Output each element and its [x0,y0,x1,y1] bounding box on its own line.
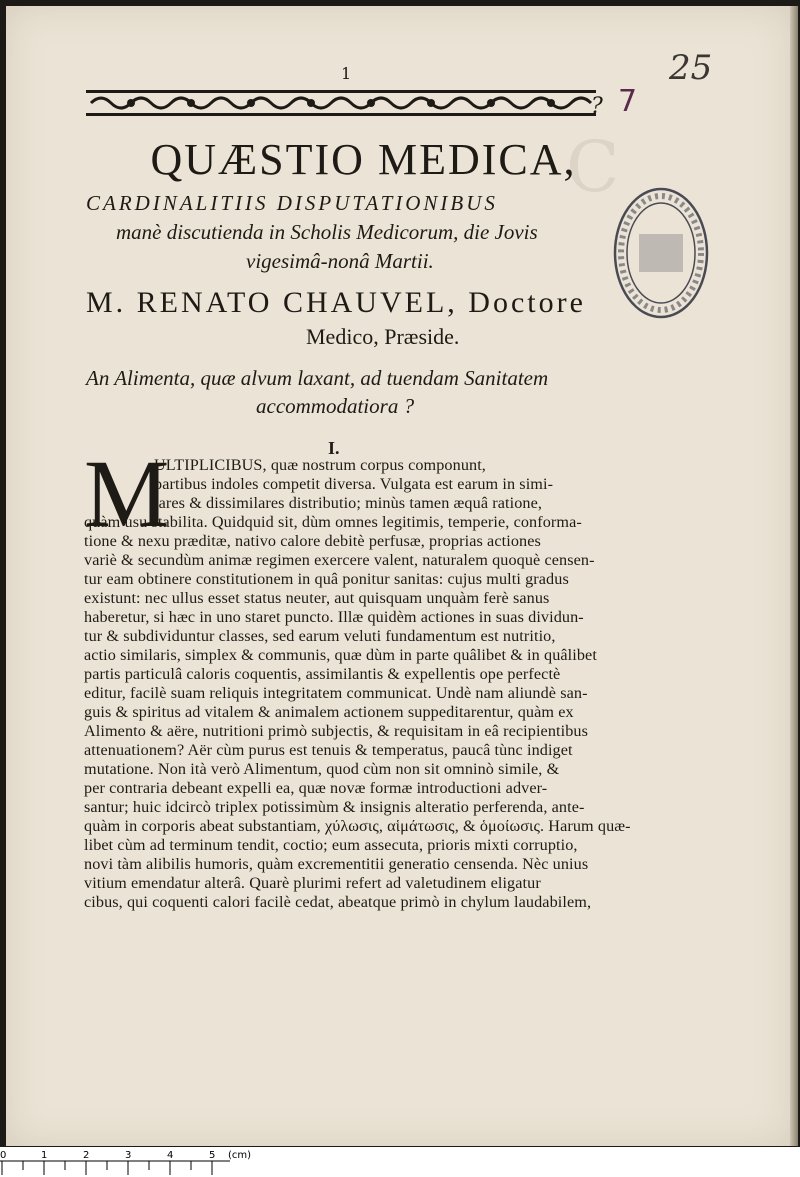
ornament-end: ? [591,94,603,119]
ruler-label: 4 [167,1150,174,1161]
body-line: lares & dissimilares distributio; minùs tamen æquâ ratione, [154,494,543,512]
handwritten-page-number: 25 [669,48,713,88]
praeses-line-2: Medico, Præside. [306,324,460,349]
body-line: novi tàm alibilis humoris, quàm excrementitii generatio censenda. Nèc unius [84,855,589,873]
ruler-unit: (cm) [228,1150,252,1161]
body-line: tur eam obtinere constitutionem in quâ ponitur sanitas: cujus multi gradus [84,570,569,588]
title-line-2: manè discutienda in Scholis Medicorum, die Jovis [116,220,538,244]
scale-ruler [0,1147,800,1177]
body-line: vitium emendatur alterâ. Quarè plurimi refert ad valetudinem eligatur [84,874,541,892]
drop-cap: M [84,440,170,547]
body-line: guis & spiritus ad vitalem & animalem actionem suppeditarentur, quàm ex [84,703,574,721]
body-line: per contraria debeant expelli ea, quæ novæ formæ introductioni adver- [84,779,548,797]
body-line: tione & nexu præditæ, nativo calore debitè perfusæ, proprias actiones [84,532,541,550]
body-line: partibus indoles competit diversa. Vulgata est earum in simi- [154,475,554,493]
body-line: libet cùm ad terminum tendit, coctio; eum assecuta, prioris mixti corruptio, [84,836,578,854]
title-line-3: vigesimâ-nonâ Martii. [246,249,434,273]
title-sub: CARDINALITIIS DISPUTATIONIBUS [86,191,498,215]
show-through-letter: C [566,126,620,208]
body-line: attenuationem? Aër cùm purus est tenuis & temperatus, paucâ tùnc indiget [84,741,573,759]
body-line: ULTIPLICIBUS, quæ nostrum corpus componunt, [154,456,486,474]
body-line: cibus, qui coquenti calori facilè cedat, abeatque primò in chylum laudabilem, [84,893,592,911]
question-line-1: An Alimenta, quæ alvum laxant, ad tuendam Sanitatem [86,366,549,390]
body-line: santur; huic idcircò triplex potissimùm & insignis alteratio perferenda, ante- [84,798,585,816]
ruler-label: 1 [41,1150,48,1161]
body-line: tur & subdividuntur classes, sed earum veluti fundamentum est nutritio, [84,627,556,645]
ornament-band [86,88,596,118]
question-line-2: accommodatiora ? [256,394,415,418]
praeses-line-1: M. RENATO CHAUVEL, Doctore [86,286,586,319]
book-page [6,6,792,1146]
body-line: variè & secundùm animæ regimen exercere valent, naturalem quoquè censen- [84,551,595,569]
body-line: editur, facilè suam reliquis integritatem communicat. Undè nam aliundè san- [84,684,588,702]
title-main: QUÆSTIO MEDICA, [150,135,577,184]
body-line: quàm in corporis abeat substantiam, χύλωσις, αἱμάτωσις, & ὁμοίωσις. Harum quæ- [84,817,631,835]
section-number: I. [328,438,340,458]
body-line: actio similaris, simplex & communis, quæ dùm in parte quâlibet & in quâlibet [84,646,597,664]
folio-number: 1 [341,64,352,83]
body-line: quàm usu stabilita. Quidquid sit, dùm omnes legitimis, temperie, conforma- [84,513,582,531]
page-edge [790,6,798,1146]
body-line: Alimento & aëre, nutritioni primò subjectis, & requisitam in eâ recipientibus [84,722,589,740]
ruler-label: 2 [83,1150,90,1161]
handwritten-mark: 7 [618,84,638,119]
ruler-ticks [0,1147,800,1177]
body-line: haberetur, si hæc in uno staret puncto. Illæ quidèm actiones in suas dividun- [84,608,584,626]
body-line: existunt: nec ullus esset status neuter, aut quisquam unquàm ferè sanus [84,589,550,607]
ruler-label: 0 [0,1150,7,1161]
ruler-label: 3 [125,1150,132,1161]
body-line: mutatione. Non ità verò Alimentum, quod cùm non sit omninò simile, & [84,760,560,778]
ruler-label: 5 [209,1150,216,1161]
body-line: partis particulâ caloris coquentis, assimilantis & expellentis ope perfectè [84,665,561,683]
